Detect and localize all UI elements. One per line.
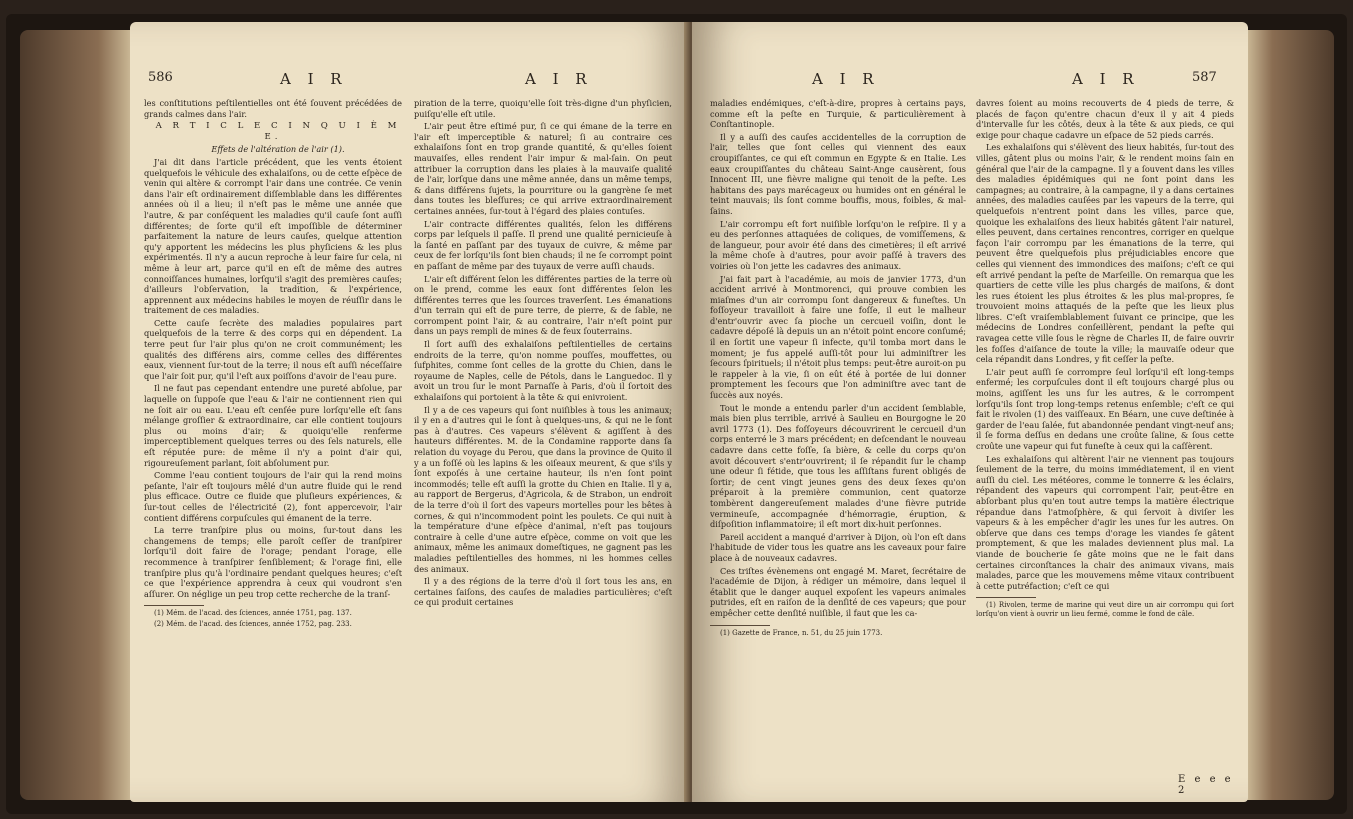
paragraph: les conſtitutions peſtilentielles ont été ſouvent précédées de grands calmes dans l'air. bbox=[144, 98, 402, 119]
paragraph: Il y a auſſi des cauſes accidentelles de la corruption de l'air, telles que ſont celles qui viennent des eaux croupiſſantes, ce qui eſt commun en Egypte & en Italie. Les eaux croupiſſantes du château Saint-Ange causèrent, ſous Innocent III, une fièvre maligne qui tenoit de la peſte. Les habitans des pays marécageux ou humides ont en général le teint mauvais; ils ſont comme bouffis, mous, foibles, & mal-ſains. bbox=[710, 131, 966, 216]
article-title: A R T I C L E C I N Q U I È M E. bbox=[155, 121, 401, 142]
footnote: (1) Mém. de l'acad. des ſciences, année 1751, pag. 137. bbox=[154, 609, 352, 618]
paragraph: Comme l'eau contient toujours de l'air qui la rend moins peſante, l'air eſt toujours mêlé d'un autre fluide qui le rend plus efficace. Outre ce fluide que pluſieurs expériences, & ſur-tout celles de l'électricité (2), font appercevoir, l'air contient différens corpuſcules qui émanent de la terre. bbox=[144, 470, 402, 523]
paragraph: Les exhalaiſons qui s'élèvent des lieux habités, ſur-tout des villes, gâtent plus ou moins l'air, & le rendent moins ſain en général que l'air de la campagne. Il y a ſouvent dans les villes des maladies épidémiques qui ne ſont point dans les campagnes; au contraire, à la campagne, il y a dans certaines années, des maladies cauſées par les vapeurs de la terre, qui quelquefois n'entrent point dans les villes, parce que, quoique les exhalaiſons des lieux habités gâtent l'air naturel, elles peuvent, dans certaines rencontres, corriger en quelque façon l'air corrompu par les émanations de la terre, qui peuvent être quelquefois plus préjudiciables encore que celles qui viennent des immondices des maiſons; c'eſt ce qui eſt arrivé pendant la peſte de Marſeille. On remarqua que les quartiers de cette ville les plus chargés de maiſons, & dont les rues étoient les plus étroites & les plus mal-propres, ſe trouvoient moins attaqués de la peſte que les lieux plus libres. C'eſt vraiſemblablement ſuivant ce principe, que les médecins de Londres conſeillèrent, pendant la peſte qui ravagea cette ville ſous le règne de Charles II, de faire ouvrir les foſſes d'aiſance de toute la ville; la mauvaiſe odeur que cela répandit dans Londres, y fit ceſſer la peſte. bbox=[976, 142, 1234, 365]
footnote-rule bbox=[144, 605, 204, 606]
running-head-left-2: A I R bbox=[525, 70, 593, 88]
book-edge-right bbox=[1246, 30, 1334, 800]
paragraph: L'air corrompu eſt fort nuiſible lorſqu'on le reſpire. Il y a eu des perſonnes attaquées de coliques, de vomiſſemens, & de langueur, pour avoir été dans des cimetières; il eſt arrivé la même choſe à d'autres, pour avoir paſſé à travers des voiries où l'on jette les cadavres des animaux. bbox=[710, 218, 966, 271]
paragraph: davres ſoient au moins recouverts de 4 pieds de terre, & placés de façon qu'entre chacun d'eux il y ait 4 pieds d'intervalle ſur les côtés, deux à la tête & aux pieds, ce qui exige pour chaque cadavre un eſpace de 52 pieds carrés. bbox=[976, 98, 1234, 140]
paragraph: J'ai dit dans l'article précédent, que les vents étoient quelquefois le véhicule des exhalaiſons, ou de cette eſpèce de venin qui altère & corrompt l'air dans une contrée. Ce venin dans l'air eſt ordinairement diſſemblable dans les différentes années où il a lieu; il n'eſt pas le même une année que l'autre, & par conſéquent les maladies qu'il cauſe ſont auſſi différentes; de ſorte qu'il eſt impoſſible de déterminer parfaitement la nature de leurs cauſes, quelque attention qu'y apportent les médecins les plus phyſiciens & les plus expérimentés. Il n'y a aucun reproche à leur faire ſur cela, ni même à leur art, parce qu'il en eſt de même des autres connoiſſances humaines, lorſqu'il s'agit des premières cauſes; d'ailleurs l'obſervation, la tradition, & l'expérience, apprennent aux médecins habiles le moyen de réuſſir dans le traitement de ces maladies. bbox=[144, 156, 402, 316]
paragraph: L'air peut être eſtimé pur, ſi ce qui émane de la terre en l'air eſt imperceptible & naturel; ſi au contraire ces exhalaiſons ſont en trop grande quantité, & qu'elles ſoient mauvaiſes, elles rendent l'air impur & mal-ſain. On peut attribuer la corruption dans les plaies à la mauvaiſe qualité de l'air, lorſque dans une même année, dans un même temps, & dans différens ſujets, la pourriture ou la gangrène ſe met dans toutes les bleſſures; ce qui arrive extraordinairement certaines années, ſur-tout à l'égard des plaies contuſes. bbox=[414, 121, 672, 216]
paragraph: L'air eſt différent ſelon les différentes parties de la terre où on le prend, comme les eaux ſont différentes ſelon les différentes terres que les ſources traverſent. Les émanations d'un terrain qui eſt de pure terre, de pierre, & de ſable, ne corrompent point l'air, & au contraire, l'air n'eſt point pur dans un pays rempli de mines & de feux ſouterrains. bbox=[414, 273, 672, 337]
footnote: (1) Gazette de France, n. 51, du 25 juin 1773. bbox=[720, 628, 883, 637]
page-number-left: 586 bbox=[148, 70, 173, 85]
paragraph: Les exhalaiſons qui altèrent l'air ne viennent pas toujours ſeulement de la terre, du moins immédiatement, il en vient auſſi du ciel. Les météores, comme le tonnerre & les éclairs, répandent des vapeurs qui corrompent l'air, peut-être en abſorbant plus qu'en tout autre temps la matière électrique répandue dans l'atmoſphère, & qui ſervoit à diviſer les vapeurs & à les empêcher d'agir les unes ſur les autres. On obſerve que dans ces temps d'orage les viandes ſe gâtent promptement, & que les malades deviennent plus mal. La viande de boucherie ſe gâte moins que ne le fait dans certaines circonſtances la chair des animaux vivans, mais malades, parce que les mouvemens même vitaux contribuent à cette putréfaction; c'eſt ce qui bbox=[976, 453, 1234, 591]
footnote: (1) Rivolen, terme de marine qui veut dire un air corrompu qui ſort lorſqu'on vient à ouvrir un lieu fermé, comme le fond de câle. bbox=[976, 601, 1234, 619]
page-number-right: 587 bbox=[1192, 70, 1217, 85]
paragraph: Il ſort auſſi des exhalaiſons peſtilentielles de certains endroits de la terre, qu'on nomme pouſſes, mouffettes, ou ſufphites, comme ſont celles de la grotte du Chien, dans le royaume de Naples, celle de Pétols, dans le Languedoc. Il y avoit un trou ſur le mont Parnaſſe à Paris, d'où il ſortoit des exhalaiſons qui portoient à la tête & qui enivroient. bbox=[414, 339, 672, 403]
paragraph: Ces triſtes évènemens ont engagé M. Maret, ſecrétaire de l'académie de Dijon, à rédiger un mémoire, dans lequel il établit que le danger auquel expoſent les vapeurs animales putrides, eſt en raiſon de la denſité de ces vapeurs; que pour empêcher cette denſité nuiſible, il faut que les ca- bbox=[710, 565, 966, 618]
right-column-2 bbox=[976, 98, 1234, 770]
running-head-right-1: A I R bbox=[812, 70, 880, 88]
paragraph: piration de la terre, quoiqu'elle ſoit très-digne d'un phyſicien, puiſqu'elle eſt utile. bbox=[414, 98, 672, 119]
paragraph: Il ne faut pas cependant entendre une pureté abſolue, par laquelle on ſuppoſe que l'eau & l'air ne contiennent rien qui ne ſoit air ou eau. L'eau eſt cenſée pure lorſqu'elle eſt ſans mélange groſſier & extraordinaire, car elle contient toujours plus ou moins d'air; & quoiqu'elle renferme imperceptiblement quelques terres ou des ſels naturels, elle eſt réputée pure: de même il n'y a point d'air qui, rigoureuſement parlant, ſoit abſolument pur. bbox=[144, 383, 402, 468]
paragraph: Pareil accident a manqué d'arriver à Dijon, où l'on eſt dans l'habitude de vider tous les quatre ans les caveaux pour faire place à de nouveaux cadavres. bbox=[710, 531, 966, 563]
paragraph: J'ai fait part à l'académie, au mois de janvier 1773, d'un accident arrivé à Montmorenci, qui prouve combien les miaſmes d'un air corrompu ſont dangereux & funeſtes. Un foſſoyeur travailloit à faire une foſſe, il eut le malheur d'entr'ouvrir avec ſa pioche un cercueil voiſin, dont le cadavre dépoſé là depuis un an n'étoit point encore conſumé; il en ſortit une vapeur ſi infecte, qu'il tomba mort dans le moment; je fus appelé auſſi-tôt pour lui adminiſtrer les ſecours ſpirituels; il n'étoit plus temps: peut-être auroit-on pu le rappeler à la vie, ſi on eût été à portée de lui donner promptement les ſecours que l'on adminiſtre avec tant de ſuccès aux noyés. bbox=[710, 273, 966, 401]
paragraph: La terre tranſpire plus ou moins, ſur-tout dans les changemens de temps; elle paroît ceſſer de tranſpirer lorſqu'il doit faire de l'orage; pendant l'orage, elle recommence à tranſpirer ſenſiblement; & l'orage fini, elle tranſpire plus qu'à l'ordinaire pendant quelques heures; c'eſt ce que l'expérience apprendra à ceux qui voudront s'en aſſurer. On néglige un peu trop cette recherche de la tranſ- bbox=[144, 525, 402, 599]
footnote-rule bbox=[710, 625, 770, 626]
book-edge-left bbox=[20, 30, 132, 800]
footnote: (2) Mém. de l'acad. des ſciences, année 1752, pag. 233. bbox=[154, 620, 352, 629]
paragraph: Il y a des régions de la terre d'où il ſort tous les ans, en certaines ſaiſons, des cauſes de maladies particulières; c'eſt ce qui produit certaines bbox=[414, 576, 672, 608]
left-column-1 bbox=[144, 98, 402, 788]
left-page bbox=[130, 22, 690, 802]
paragraph: L'air peut auſſi ſe corrompre ſeul lorſqu'il eſt long-temps enfermé; les corpuſcules dont il eſt toujours chargé plus ou moins, agiſſent les uns ſur les autres, & le corrompent lorſqu'ils ſont trop long-temps retenus enſemble; c'eſt ce qui fait le rivolen (1) des vaiſſeaux. En Béarn, une cuve deſtinée à garder de l'eau ſalée, fut abandonnée pendant vingt-neuf ans; il ſe forma deſſus en dedans une croûte ſaline, & ſous cette croûte une vapeur qui fut funeſte à ceux qui la caſſèrent. bbox=[976, 366, 1234, 451]
footnote-rule bbox=[976, 597, 1036, 598]
paragraph: Il y a de ces vapeurs qui ſont nuiſibles à tous les animaux; il y en a d'autres qui le ſont à quelques-uns, & qui ne le ſont pas à d'autres. Ces vapeurs s'élèvent & agiſſent à des hauteurs différentes. M. de la Condamine rapporte dans ſa relation du voyage du Perou, que dans la province de Quito il y a un foſſé où les lapins & les oiſeaux meurent, & que s'ils y ſont expoſés à une certaine hauteur, ils n'en ſont point incommodés; telle eſt auſſi la grotte du Chien en Italie. Il y a, au rapport de Bergerus, d'Agricola, & de Strabon, un endroit de la terre d'où il ſort des vapeurs mortelles pour les bêtes à cornes, & qui n'incommodent point les poulets. Ce qui nuit à la température d'une eſpèce d'animal, n'eſt pas toujours contraire à celle d'une autre eſpèce, comme on voit que les animaux, même les animaux domeſtiques, ne gagnent pas les maladies peſtilentielles des hommes, ni les hommes celles des animaux. bbox=[414, 404, 672, 574]
paragraph: Cette cauſe ſecrète des maladies populaires part quelquefois de la terre & des corps qui en dépendent. La terre peut ſur l'air plus qu'on ne croit communément; les qualités des différens airs, comme celles des différentes eaux, viennent ſur-tout de la terre; il nous eſt auſſi néceſſaire que l'air ſoit pur, qu'il l'eſt aux poiſſons d'avoir de l'eau pure. bbox=[144, 317, 402, 381]
running-head-right-2: A I R bbox=[1072, 70, 1140, 88]
paragraph: maladies endémiques, c'eſt-à-dire, propres à certains pays, comme eſt la peſte en Turquie, & particulièrement à Conſtantinople. bbox=[710, 98, 966, 130]
article-subtitle: Effets de l'altération de l'air (1). bbox=[211, 144, 345, 155]
right-page bbox=[692, 22, 1248, 802]
paragraph: L'air contracte différentes qualités, ſelon les différens corps par leſquels il paſſe. Il prend une qualité pernicieuſe à la ſanté en paſſant par des tuyaux de cuivre, & même par ceux de fer lorſqu'ils ſont bien chauds; il ne ſe corrompt point en paſſant de même par des tuyaux de verre auſſi chauds. bbox=[414, 218, 672, 271]
right-column-1 bbox=[710, 98, 966, 788]
running-head-left-1: A I R bbox=[280, 70, 348, 88]
paragraph: Tout le monde a entendu parler d'un accident ſemblable, mais bien plus terrible, arrivé à Saulieu en Bourgogne le 20 avril 1773 (1). Des foſſoyeurs découvrirent le cercueil d'un corps enterré le 3 mars précédent; en deſcendant le nouveau cadavre dans cette foſſe, ſa bière, & celle du corps qu'on avoit découvert s'entr'ouvrirent; il ſe répandit ſur le champ une odeur ſi fétide, que tous les aſſiſtans furent obligés de ſortir; de cent vingt jeunes gens des deux ſexes qu'on préparoit à la première communion, cent quatorze tombèrent dangereuſement malades d'une fièvre putride vermineuſe, accompagnée d'hémorragie, éruption, & diſpoſition inflammatoire; il eſt mort dix-huit perſonnes. bbox=[710, 402, 966, 530]
signature-mark: E e e e 2 bbox=[1178, 774, 1234, 796]
left-column-2 bbox=[414, 98, 672, 788]
